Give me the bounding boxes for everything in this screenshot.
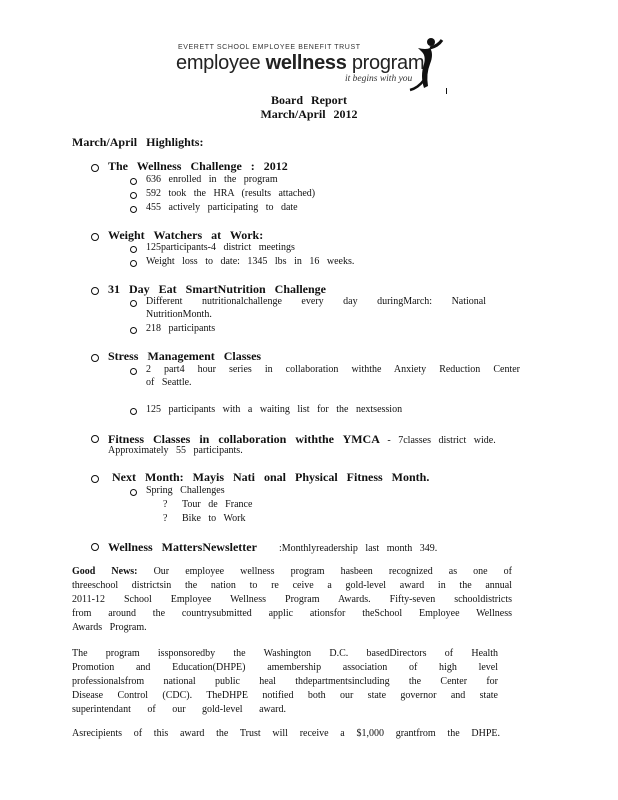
- logo-word-wellness: wellness: [265, 52, 347, 74]
- list-item: 592 took the HRA (results attached): [146, 188, 316, 199]
- list-item-continuation: of Seattle.: [146, 377, 192, 388]
- section-heading-stress-management: Stress Management Classes: [108, 349, 262, 363]
- section-bullet: [91, 164, 99, 172]
- good-news-label: Good News:: [72, 566, 138, 577]
- paragraph-line: 2011-12 School Employee Wellness Program Awards. Fifty-seven schooldistricts: [72, 594, 512, 605]
- section-bullet: [91, 435, 99, 443]
- paragraph-line: Promotion and Education(DHPE) amembership association of high level: [72, 662, 498, 673]
- dhpe-paragraph: [72, 647, 498, 717]
- item-bullet: [130, 489, 137, 496]
- sub-item: Tour de France: [182, 499, 253, 510]
- section-heading-next-month: Next Month: Mayis Nati onal Physical Fitness Month.: [112, 470, 430, 484]
- logo-top-line: EVERETT SCHOOL EMPLOYEE BENEFIT TRUST: [178, 44, 361, 51]
- item-bullet: [130, 178, 137, 185]
- section-heading-weight-watchers: Weight Watchers at Work:: [108, 228, 264, 242]
- paragraph-line: professionalsfrom national public heal thdepartmentsincluding the Center for: [72, 676, 498, 687]
- fitness-classes-detail: - 7classes district wide.: [379, 435, 496, 446]
- list-item-continuation: NutritionMonth.: [146, 309, 212, 320]
- section-bullet: [91, 233, 99, 241]
- sub-item-marker: ?: [163, 513, 168, 524]
- section-heading-newsletter: Wellness MattersNewsletter: [108, 540, 257, 554]
- paragraph-line: superintendant of our gold-level award.: [72, 704, 287, 715]
- grant-paragraph: Asrecipients of this award the Trust will receive a $1,000 grantfrom the DHPE.: [72, 728, 500, 739]
- paragraph-line: Disease Control (CDC). TheDHPE notified both our state governor and state: [72, 690, 498, 701]
- section-heading-nutrition-challenge: 31 Day Eat SmartNutrition Challenge: [108, 282, 326, 296]
- section-bullet: [91, 354, 99, 362]
- paragraph-line: The program issponsoredby the Washington D.C. basedDirectors of Health: [72, 648, 498, 659]
- item-bullet: [130, 368, 137, 375]
- sub-item: Bike to Work: [182, 513, 246, 524]
- paragraph-line: from around the countrysubmitted applic ationsfor theSchool Employee Wellness: [72, 608, 512, 619]
- report-title: Board Report: [271, 93, 347, 107]
- good-news-paragraph: [72, 565, 512, 635]
- paragraph-line: [72, 565, 512, 579]
- running-figure-logo-icon: [404, 36, 444, 92]
- section-bullet: [91, 543, 99, 551]
- newsletter-detail: :Monthlyreadership last month 349.: [278, 543, 438, 554]
- logo-wordmark: [176, 52, 424, 75]
- item-bullet: [130, 300, 137, 307]
- section-heading-wellness-challenge: The Wellness Challenge : 2012: [108, 159, 288, 173]
- item-bullet: [130, 327, 137, 334]
- list-item: Different nutritionalchallenge every day duringMarch: National: [146, 296, 486, 307]
- list-item: 636 enrolled in the program: [146, 174, 278, 185]
- list-item: Weight loss to date: 1345 lbs in 16 weeks.: [146, 256, 355, 267]
- list-item: 455 actively participating to date: [146, 202, 298, 213]
- logo-word-program: program: [346, 52, 425, 74]
- item-bullet: [130, 260, 137, 267]
- logo-tagline: it begins with you: [345, 74, 413, 84]
- list-item: 125participants-4 district meetings: [146, 242, 295, 253]
- list-item: 125 participants with a waiting list for the nextsession: [146, 404, 403, 415]
- item-bullet: [130, 246, 137, 253]
- good-news-line-1: Our employee wellness program hasbeen recognized as one of: [137, 566, 512, 577]
- section-bullet: [91, 287, 99, 295]
- list-item: 218 participants: [146, 323, 216, 334]
- item-bullet: [130, 206, 137, 213]
- item-bullet: [130, 408, 137, 415]
- list-item: 2 part4 hour series in collaboration withthe Anxiety Reduction Center: [146, 364, 520, 375]
- section-bullet: [91, 475, 99, 483]
- paragraph-line: Awards Program.: [72, 622, 147, 633]
- sub-item-marker: ?: [163, 499, 168, 510]
- fitness-participants: Approximately 55 participants.: [108, 445, 243, 456]
- section-heading-fitness-classes: Fitness Classes in collaboration withthe YMCA: [108, 432, 380, 446]
- item-bullet: [130, 192, 137, 199]
- paragraph-line: threeschool districtsin the nation to re ceive a gold-level award in the annual: [72, 580, 512, 591]
- report-date: March/April 2012: [260, 107, 358, 121]
- newsletter-line: [108, 538, 437, 556]
- logo-word-employee: employee: [176, 52, 266, 74]
- list-item: Spring Challenges: [146, 485, 225, 496]
- highlights-heading: March/April Highlights:: [72, 135, 204, 149]
